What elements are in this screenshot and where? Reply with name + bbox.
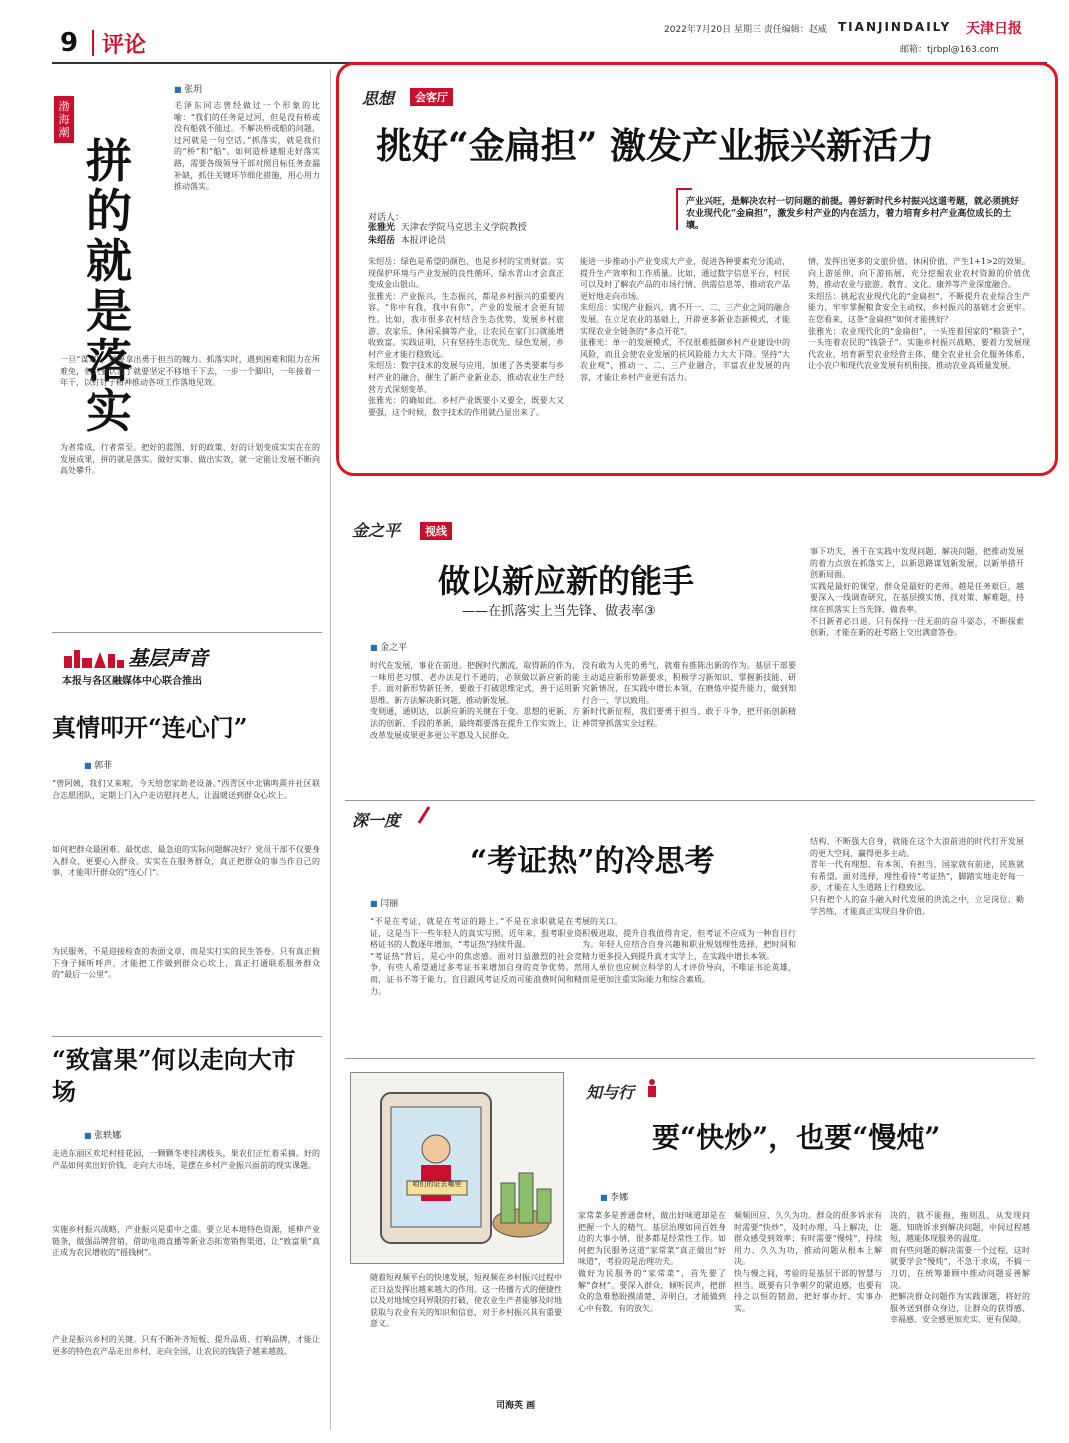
grassroots-article2-author: ■ 张轶娜	[84, 1128, 121, 1141]
illustration-caption: 随着短视频平台的快速发展，短视频在乡村振兴过程中正日益发挥出越来越大的作用。这一传播方式的便捷性以及对地域空间界限的打破，使农业生产者能够及时地获取与农业有关的知识和信息，对于乡村振兴具有重要意义。	[370, 1273, 562, 1329]
grassroots-article2-para-1: 走进东丽区欢坨村桂花园，一颗颗冬枣挂满枝头，果农们正忙着采摘。好的产品如何卖出好价钱、走向大市场，是摆在乡村产业振兴面前的现实课题。	[52, 1149, 320, 1170]
cartoon-sign-text: 咱们的证去哪里	[412, 1180, 462, 1188]
grassroots-article1-para-3: 为民服务，不是迎接检查的表面文章，而是实打实的民生答卷。只有真正俯下身子倾听呼声，才能把工作做到群众心坎上，真正打通联系服务群众的“最后一公里”。	[52, 947, 320, 980]
section-divider	[92, 30, 94, 56]
left-article-body-lower	[60, 354, 320, 652]
grassroots-mid-rule	[52, 1036, 322, 1037]
editorial1-column-tag: 视线	[420, 522, 452, 540]
figure-icon	[644, 1078, 660, 1098]
slash-icon	[416, 806, 432, 824]
date-editor: 2022年7月20日 星期三 责任编辑：赵威	[664, 25, 827, 35]
left-column-divider	[330, 70, 331, 1430]
grassroots-article1-author: ■ 郭菲	[84, 758, 112, 771]
editorial2-author: ■ 闫丽	[370, 896, 398, 909]
editorial3-column-3: 决的，就不能拖，拖则乱，从发现问题、知晓诉求到解决问题，中间过程越短，越能体现服务的温度。 而有些问题的解决需要一个过程，这时就要学会“慢炖”，不急于求成，不搞一刀切，在统筹兼顾中推动问题妥善解决。 把解决群众问题作为实践课题，将好的服务送到群众身边，让群众的获得感、幸福感、安全感更加充实、更有保障。	[890, 1211, 1030, 1325]
editorial-separator-2	[345, 1058, 1035, 1059]
city-skyline-icon	[62, 646, 126, 668]
editorial2-title: “考证热”的冷思考	[470, 844, 715, 879]
left-article-para-2: 一旦“谋定”，就要拿出勇于担当的魄力。抓落实时，遇到困难和阻力在所难免，但只要认准了就要坚定不移地干下去，一步一个脚印，一年接着一年干，以钉钉子精神推动各项工作落地见效。	[60, 355, 320, 388]
editorial2-column-2: 展的关口。 积极进取、提升自我值得肯定，但考证不应成为一种盲目行为。年轻人应结合自身兴趣和职业规划理性选择，把时间和精力更多投入到提升真才实学上，在实践中增长本领。 用人单位也应树立科学的人才评价导向，不唯证书论英雄，而是更加注重实际能力和综合素质。	[582, 917, 796, 984]
participant-1-name: 张雅光	[368, 223, 396, 233]
editorial2-column-1: “不是在考证，就是在考证的路上。”不是在求职就是在考证，这是当下一些年轻人的真实写照。近年来，报考职业资格证书的人数逐年增加，“考证热”持续升温。 “考证热”背后，是心中的焦虑感。面对日益激烈的社会竞争，有些人希望通过多考证书来增加自身的竞争优势。然而，证书不等于能力，盲目跟风考证反而可能浪费时间和精力。	[370, 917, 582, 996]
editorial1-column-1: 时代在发展，事业在前进。把握时代潮流，取得新的作为，一味用老习惯、老办法是行不通的，必须做以新应新的能手。面对新形势新任务，要敢于打破思维定式，善于运用新思维、新方法解决新问题、推动新发展。 变则通，通则达，以新应新的关键在于变。思想的更新、方法的创新、手段的革新，最终都要落在提升工作实效上，让改革发展成果更多更公平惠及人民群众。	[370, 661, 580, 740]
left-article-para-3: 为者常成，行者常至。把好的蓝图、好的政策、好的计划变成实实在在的发展成果，拼的就是落实。做好实事、做出实效，就一定能让发展不断向高处攀升。	[60, 443, 320, 476]
grassroots-article2-para-3: 产业是振兴乡村的关键。只有不断补齐短板、提升品质、打响品牌，才能让更多的特色农产品走出乡村、走向全国，让农民的钱袋子越来越鼓。	[52, 1335, 320, 1356]
editorial2-column-3: 结构、不断强大自身，就能在这个大浪前进的时代打开发展的更大空间、赢得更多主动。 青年一代有理想、有本领、有担当，国家就有前途，民族就有希望。面对选择，理性看待“考证热”，脚踏实地走好每一步，才能在人生道路上行稳致远。 只有把个人的奋斗融入时代发展的洪流之中，立足岗位、勤学苦练，才能真正实现自身价值。	[810, 837, 1024, 916]
feature-summary: 产业兴旺，是解决农村一切问题的前提。善好新时代乡村振兴这道考题，就必须挑好农业现代化“金扁担”，激发乡村产业的内在活力，着力培育乡村产业高位成长的土壤。	[686, 197, 1020, 231]
grassroots-top-rule	[52, 632, 322, 633]
feature-column-1: 朱绍岳：绿色是希望的颜色，也是乡村的宝贵财富。实现保护环境与产业发展的良性循环，绿水青山才会真正变成金山银山。 张雅光：产业振兴，生态振兴，都是乡村振兴的重要内容。“你中有我，我中有你”，产业的发展才会更有韧性。比如，我市很多农村结合生态优势，发展乡村旅游、农家乐、休闲采摘等产业，让农民在家门口就能增收致富。实践证明，只有坚持生态优先、绿色发展，乡村产业才能行稳致远。 朱绍岳：数字技术的发展与应用，加速了各类要素与乡村产业的融合，催生了新产业新业态，推动农业生产经营方式深刻变革。 张雅光：的确如此。乡村产业既要小又要全，既要大又要强，这个时候，数字技术的作用就凸显出来了。	[368, 257, 564, 417]
brand-en: TIANJINDAILY	[838, 20, 952, 34]
participants-list	[368, 222, 527, 248]
grassroots-article2-body	[52, 1148, 320, 1404]
editorial2-column-name: 深一度	[352, 811, 401, 830]
feature-column-tag: 会客厅	[410, 88, 453, 106]
grassroots-article1-title: 真情叩开“连心门”	[52, 713, 248, 742]
editorial3-column-1: 家常菜多是普通食材，做出好味道却是在把握一个人的精气。基层治理如同百姓身边的大事小情，很多都是经常性工作。如何把为民服务这道“家常菜”真正做出“好味道”，考验的是治理功夫。 做好为民服务的“家常菜”，首先要了解“食材”。要深入群众，倾听民声，把群众的急难愁盼摸清楚、弄明白，才能做到心中有数、有的放矢。	[578, 1211, 726, 1313]
editorial-separator-1	[345, 800, 1035, 801]
participants-label: 对话人：	[368, 213, 405, 223]
editorial1-column-3: 事下功夫，善于在实践中发现问题、解决问题，把推动发展的着力点放在抓落实上，以新思路谋划新发展，以新举措开创新局面。 实践是最好的课堂，群众是最好的老师。越是任务艰巨，越要深入一线调查研究，在基层摸实情、找对策、解难题，持续在抓落实上当先锋、做表率。 不日新者必日退。只有保持一往无前的奋斗姿态，不断探索创新，才能在新的赶考路上交出满意答卷。	[810, 547, 1024, 638]
grassroots-banner-subtitle: 本报与各区融媒体中心联合推出	[62, 676, 202, 687]
editorial1-column-name: 金之平	[352, 521, 401, 540]
cartoon-drawing	[351, 1073, 563, 1263]
participant-2-name: 朱绍岳	[368, 236, 396, 246]
participant-2-title: 本报评论员	[400, 236, 446, 246]
participant-1-title: 天津农学院马克思主义学院教授	[400, 223, 527, 233]
editorial3-title: 要“快炒”，也要“慢炖”	[652, 1121, 941, 1154]
feature-column-2: 能进一步推动小产业变成大产业，促进各种要素充分流动，提升生产效率和工作质量。比如，通过数字信息平台，村民可以及时了解农产品的市场行情、供需信息等，推动农产品更好地走向市场。 朱绍岳：实现产业振兴，离不开一、二、三产业之间的融合发展。在立足农业的基础上，开辟更多新业态新模式，才能实现农业全链条的“多点开花”。 张雅光：单一的发展模式，不仅很难抵御乡村产业建设中的风险，而且会使农业发展的抗风险能力大大下降。坚持“大农业观”，推动一、二、三产业融合，丰富农业发展的内容，才能让乡村产业更有活力。	[580, 257, 790, 382]
grassroots-article1-body	[52, 778, 320, 1042]
email-address: 邮箱：tjrbpl@163.com	[900, 45, 999, 55]
grassroots-article2-para-2: 实施乡村振兴战略，产业振兴是重中之重。要立足本地特色资源，延伸产业链条，做强品牌营销，借助电商直播等新业态拓宽销售渠道，让“致富果”真正成为农民增收的“摇钱树”。	[52, 1225, 320, 1258]
editorial1-subtitle: ——在抓落实上当先锋、做表率③	[462, 604, 656, 619]
left-article-body-upper	[174, 100, 320, 346]
brand-cn: 天津日报	[966, 21, 1022, 37]
page-number: 9	[60, 28, 79, 58]
grassroots-article1-para-2: 如何把群众最困难、最忧虑、最急迫的实际问题解决好？党员干部不仅要身入群众，更要心入群众。实实在在服务群众，真正把群众的事当作自己的事，才能叩开群众的“连心门”。	[52, 845, 320, 878]
left-article-author: ■ 张玥	[174, 82, 202, 95]
feature-column-3: 情，发挥出更多的文旅价值、休闲价值，产生1+1>2的效果。向上游延伸、向下游拓展，充分挖掘农业农村资源的价值优势，推动农业与旅游、教育、文化、康养等产业深度融合。 朱绍岳：挑起农业现代化的“金扁担”，不断提升农业综合生产能力，牢牢掌握粮食安全主动权，乡村振兴的基础才会更牢。在您看来，这条“金扁担”如何才能挑好？ 张雅光：农业现代化的“金扁担”，一头连着国家的“粮袋子”，一头连着农民的“钱袋子”。实施乡村振兴战略，要着力发展现代农业，培育新型农业经营主体，健全农业社会化服务体系，让小农户和现代农业发展有机衔接，推动农业高质量发展。	[808, 257, 1030, 371]
feature-column-name: 思想	[362, 89, 395, 108]
editorial1-author: ■ 金之平	[370, 640, 407, 653]
left-article-para-1: 毛泽东同志曾经做过一个形象的比喻：“我们的任务是过河，但是没有桥或没有船就不能过。不解决桥或船的问题，过河就是一句空话。”抓落实，就是我们的“桥”和“船”。如何造桥建船走好落实路，需要各级领导干部对照目标任务查漏补缺，抓住关键环节细化措施，用心用力推动落实。	[174, 101, 320, 192]
section-name: 评论	[102, 33, 147, 58]
grassroots-article1-para-1: “曾阿姨，我们又来啦，今天给您家助老设备。”西青区中北镇鸣熹井社区联合志愿团队，定期上门入户走访慰问老人，让温暖送到群众心坎上。	[52, 779, 320, 800]
left-article-title: 拼的就是落实	[86, 134, 132, 438]
grassroots-banner-title: 基层声音	[128, 646, 208, 670]
editorial3-column-2: 频频回应、久久为功。群众的很多诉求有时需要“快炒”，及时办理、马上解决，让群众感受到效率；有时需要“慢炖”，持续用力、久久为功，推动问题从根本上解决。 快与慢之间，考验的是基层干部的智慧与担当。既要有只争朝夕的紧迫感，也要有持之以恒的韧劲，把好事办好、实事办实。	[734, 1211, 882, 1313]
column-tag-bohaichao: 渤海潮	[54, 96, 74, 143]
editorial3-author: ■ 李娜	[600, 1190, 628, 1203]
cartoon-illustration	[350, 1072, 564, 1264]
illustration-credit: 司海英 画	[496, 1401, 536, 1411]
grassroots-article2-title: “致富果”何以走向大市场	[52, 1045, 296, 1106]
editorial1-title: 做以新应新的能手	[438, 562, 695, 600]
editorial3-column-name: 知与行	[586, 1083, 635, 1102]
editorial1-column-2: 没有敢为人先的勇气，就难有推陈出新的作为。基层干部要主动适应新形势新要求，积极学习新知识、掌握新技能、研究新情况，在实践中增长本领，在磨炼中提升能力，做到知行合一、学以致用。 新时代新征程，我们要勇于担当、敢于斗争，把开拓创新精神贯穿抓落实全过程。	[582, 661, 796, 728]
feature-title: 挑好“金扁担” 激发产业振兴新活力	[376, 125, 934, 167]
